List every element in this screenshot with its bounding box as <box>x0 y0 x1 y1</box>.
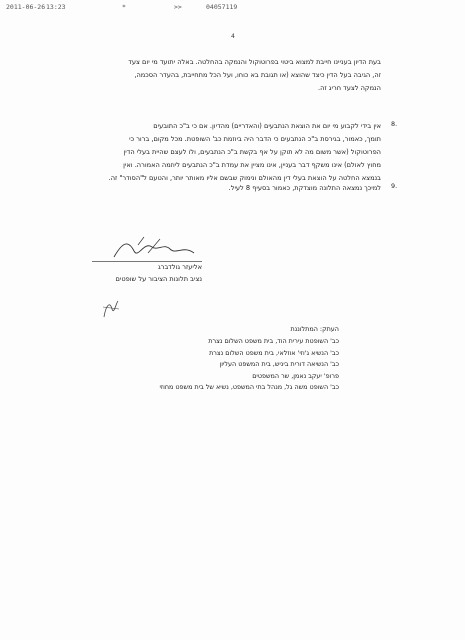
paragraph-line: מחוץ לאולם) אינו משקף דבר בעניין, אינו מציין את עמדת ב"כ הנתבעים ליוזמה האמורה. ואין <box>123 161 381 169</box>
paragraph-8-number: 8. <box>391 120 398 128</box>
paragraph-line: זה, הגיבה בעל הדין כיצד שהוצא (או תגובת בא כוחו, ועל הכל מתחייבת, בהעדר הסכמה, <box>134 71 381 79</box>
fax-arrows: >> <box>174 3 182 11</box>
paragraph-line: בעת הדיון בעניינו חייבת למצוא ביטוי בפרוטוקול והנמקה בהחלטה. באלה יתועד מי יום צעד <box>128 58 381 66</box>
handwritten-initials <box>100 297 122 321</box>
paragraph-continuation <box>51 56 381 95</box>
copy-recipient: כב' הנשיאה דורית ביניש, בית המשפט העליון <box>219 360 339 368</box>
paragraph-8 <box>51 120 381 185</box>
signatory-title: נציב תלונות הציבור על שופטים <box>115 275 202 283</box>
copy-recipient: כב' הנשיא ג'וזי' אוזלאי, בית משפט השלום נצרת <box>209 348 339 357</box>
page-number: 4 <box>231 33 235 40</box>
paragraph-line: בנמצא החלטה על הוצאת בעלי דין מהאולם ונימוק שבשם אליו מאותר יותר, והטעם ל"הסודר" זה. <box>108 174 381 182</box>
fax-mark: * <box>122 3 126 11</box>
copies-list <box>99 336 339 394</box>
paragraph-line: אין בידי לקבוע מי יום את הוצאת הנתבעים (והאדריים) מהדיון. אם כי ב"כ התובעים <box>153 122 381 130</box>
copies-heading: העתק: המתלוננת <box>290 325 339 333</box>
paragraph-line: הפרוטוקול (אשר משום מה לא תוקן על אף בקשת ב"כ הנתבעים, ולו לעצם שהיית בעלי הדין <box>123 148 381 156</box>
copy-recipient: כב' השופטת עירית הוד, בית משפט השלום נצרת <box>208 337 339 345</box>
fax-date: 2011-06-26 <box>6 3 46 11</box>
signatory-name: אליעזר גולדברג <box>92 261 202 271</box>
copy-recipient: כב' השופט משה גל, מנהל בתי המשפט, נשיא של בית משפט מחוזי <box>159 383 339 391</box>
fax-header <box>6 3 459 13</box>
paragraph-9 <box>51 182 381 195</box>
paragraph-line: תומך, כאמור, בגירסת ב"כ הנתבעים כי הדבר היה ביוזמת כב' השופטת. מכל מקום, ברור כי <box>129 135 381 143</box>
copy-recipient: פרופ' יעקב נאמן, שר המשפטים <box>252 371 339 380</box>
paragraph-line: הנמקה לצעד חריג זה. <box>318 84 381 92</box>
fax-number: 04057119 <box>206 3 238 11</box>
paragraph-9-number: 9. <box>391 182 398 190</box>
fax-time: 13:23 <box>46 3 66 11</box>
paragraph-line: למיכך נמצאה התלונה מוצדקת, כאמור בסעיף 8 לעיל. <box>228 184 381 192</box>
